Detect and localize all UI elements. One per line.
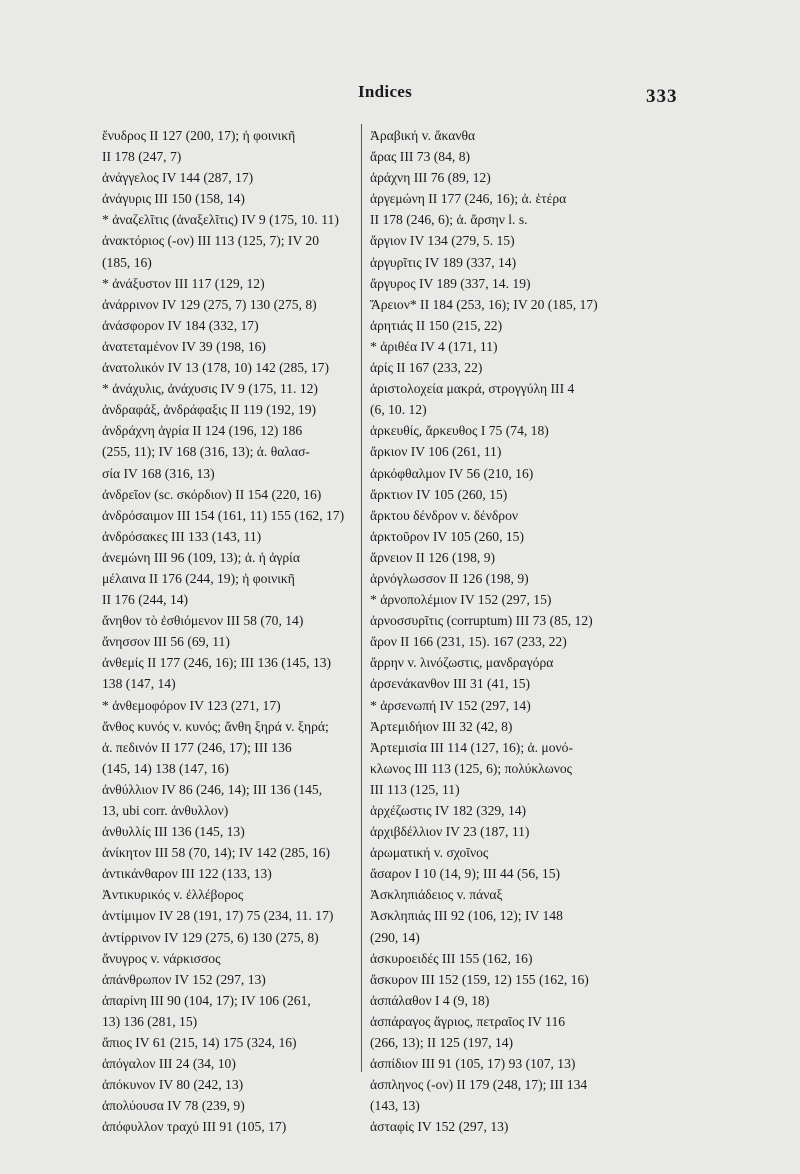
index-entry-line: ἄνθος κυνός v. κυνός; ἄνθη ξηρά v. ξηρά; bbox=[102, 718, 329, 734]
index-entry-line: κλωνος III 113 (125, 6); πολύκλωνος bbox=[370, 760, 573, 776]
index-entry-line: Ἀρτεμισία III 114 (127, 16); ἀ. μονό- bbox=[370, 739, 573, 755]
index-entry-line: Ἀσκληπιάδειος v. πάναξ bbox=[370, 887, 503, 903]
left-index-column bbox=[102, 125, 354, 1138]
index-entry-line: ἀργυρῖτις IV 189 (337, 14) bbox=[370, 254, 517, 270]
index-entry-line: 13) 136 (281, 15) bbox=[102, 1013, 198, 1029]
index-entry-line: ἀρκευθίς, ἄρκευθος I 75 (74, 18) bbox=[370, 423, 549, 439]
index-entry-line: ἄσαρον I 10 (14, 9); III 44 (56, 15) bbox=[370, 866, 561, 882]
index-entry-line: ἄσκυρον III 152 (159, 12) 155 (162, 16) bbox=[370, 971, 589, 987]
index-entry-line: ἀριστολοχεία μακρά, στρογγύλη III 4 bbox=[370, 381, 575, 397]
index-entry-line: * ἀνάξυστον III 117 (129, 12) bbox=[102, 275, 265, 291]
index-entry-line: ἀνάγγελος IV 144 (287, 17) bbox=[102, 170, 254, 186]
index-entry-line: ἀνεμώνη III 96 (109, 13); ἀ. ἡ ἀγρία bbox=[102, 549, 300, 565]
index-entry-line: ἀντίμιμον IV 28 (191, 17) 75 (234, 11. 17) bbox=[102, 908, 334, 924]
index-entry-line: * ἀνάχυλις, ἀνάχυσις IV 9 (175, 11. 12) bbox=[102, 381, 318, 397]
index-entry-line: ἀνδρόσαιμον III 154 (161, 11) 155 (162, 17) bbox=[102, 507, 345, 523]
index-entry-line: ἄρον II 166 (231, 15). 167 (233, 22) bbox=[370, 634, 567, 650]
index-entry-line: ἄρκιον IV 106 (261, 11) bbox=[370, 444, 502, 460]
index-entry-line: ἀρχιβδέλλιον IV 23 (187, 11) bbox=[370, 824, 530, 840]
index-entry-line: (266, 13); II 125 (197, 14) bbox=[370, 1035, 514, 1051]
index-entry-line: Ἀσκληπιάς III 92 (106, 12); IV 148 bbox=[370, 908, 563, 924]
index-entry-line: σία IV 168 (316, 13) bbox=[102, 465, 215, 481]
index-entry-line: ἄπιος IV 61 (215, 14) 175 (324, 16) bbox=[102, 1035, 297, 1051]
index-entry-line: II 176 (244, 14) bbox=[102, 592, 189, 608]
index-entry-line: ἀνδρεῖον (sc. σκόρδιον) II 154 (220, 16) bbox=[102, 486, 322, 502]
index-entry-line: ἀνδράχνη ἀγρία II 124 (196, 12) 186 bbox=[102, 423, 303, 439]
index-entry-line: ἀπόκυνον IV 80 (242, 13) bbox=[102, 1077, 244, 1093]
index-entry-line: Ἀρτεμιδήιον III 32 (42, 8) bbox=[370, 718, 513, 734]
index-entry-line: ἀσκυροειδές III 155 (162, 16) bbox=[370, 950, 533, 966]
index-entry-line: (145, 14) 138 (147, 16) bbox=[102, 760, 229, 776]
index-entry-line: ἄργιον IV 134 (279, 5. 15) bbox=[370, 233, 515, 249]
index-entry-line: ἀρνοσσυρῖτις (corruptum) III 73 (85, 12) bbox=[370, 613, 593, 629]
index-entry-line: ἀσταφίς IV 152 (297, 13) bbox=[370, 1119, 509, 1135]
index-entry-line: ἀρίς II 167 (233, 22) bbox=[370, 360, 483, 376]
page-header-title: Indices bbox=[358, 82, 413, 101]
index-entry-line: 13, ubi corr. ἀνθυλλον) bbox=[102, 803, 229, 818]
index-entry-line: ἀνθυλλίς III 136 (145, 13) bbox=[102, 824, 245, 840]
index-entry-line: (6, 10. 12) bbox=[370, 402, 427, 418]
index-entry-line: μέλαινα II 176 (244, 19); ἡ φοινικῆ bbox=[102, 570, 295, 586]
index-entry-line: ἄρκτιον IV 105 (260, 15) bbox=[370, 486, 508, 502]
column-divider bbox=[361, 124, 362, 1072]
index-entry-line: ἀπόγαλον III 24 (34, 10) bbox=[102, 1056, 236, 1072]
index-entry-line: ἄνυγρος v. νάρκισσος bbox=[102, 950, 221, 966]
index-entry-line: ἀνατεταμένον IV 39 (198, 16) bbox=[102, 338, 266, 354]
index-entry-line: III 113 (125, 11) bbox=[370, 781, 460, 797]
index-entry-line: ἀνάσφορον IV 184 (332, 17) bbox=[102, 317, 259, 333]
index-entry-line: 138 (147, 14) bbox=[102, 676, 176, 692]
index-entry-line: (255, 11); IV 168 (316, 13); ἀ. θαλασ- bbox=[102, 444, 310, 460]
index-entry-line: ἀνθεμίς II 177 (246, 16); III 136 (145, 13) bbox=[102, 655, 332, 671]
index-entry-line: ἀργεμώνη II 177 (246, 16); ἀ. ἑτέρα bbox=[370, 191, 567, 207]
index-entry-line: ἀσπάραγος ἄγριος, πετραῖος IV 116 bbox=[370, 1013, 566, 1029]
index-entry-line: Ἄρειον* II 184 (253, 16); IV 20 (185, 17) bbox=[370, 296, 598, 312]
index-entry-line: * ἀριθέα IV 4 (171, 11) bbox=[370, 338, 498, 354]
index-entry-line: ἀνθύλλιον IV 86 (246, 14); III 136 (145, bbox=[102, 781, 323, 797]
index-entry-line: ἀνδρόσακες III 133 (143, 11) bbox=[102, 528, 262, 544]
index-entry-line: ἀνατολικόν IV 13 (178, 10) 142 (285, 17) bbox=[102, 360, 329, 376]
index-entry-line: ἀνδραφάξ, ἀνδράφαξις II 119 (192, 19) bbox=[102, 402, 317, 418]
index-entry-line: II 178 (246, 6); ἀ. ἄρσην l. s. bbox=[370, 212, 528, 228]
index-entry-line: * ἀναζελῖτις (ἀναξελῖτις) IV 9 (175, 10. 11) bbox=[102, 212, 339, 228]
index-entry-line: ἀρκτοῦρον IV 105 (260, 15) bbox=[370, 528, 524, 544]
index-entry-line: ἄρας III 73 (84, 8) bbox=[370, 149, 471, 165]
index-entry-line: ἄρνειον II 126 (198, 9) bbox=[370, 549, 496, 565]
index-entry-line: ἄργυρος IV 189 (337, 14. 19) bbox=[370, 275, 531, 291]
index-entry-line: ἀρχέζωστις IV 182 (329, 14) bbox=[370, 803, 527, 818]
index-entry-line: ἀνάρρινον IV 129 (275, 7) 130 (275, 8) bbox=[102, 296, 317, 312]
index-entry-line: ἀνίκητον III 58 (70, 14); IV 142 (285, 16) bbox=[102, 845, 330, 861]
index-entry-line: II 178 (247, 7) bbox=[102, 149, 182, 165]
index-entry-line: Ἀραβική v. ἄκανθα bbox=[370, 128, 476, 143]
index-entry-line: ἀράχνη III 76 (89, 12) bbox=[370, 170, 491, 186]
index-entry-line: (290, 14) bbox=[370, 929, 420, 945]
index-entry-line: ἀρσενάκανθον III 31 (41, 15) bbox=[370, 676, 531, 692]
index-entry-line: ἄνηθον τὸ ἐσθιόμενον III 58 (70, 14) bbox=[102, 613, 304, 629]
index-entry-line: ἀρνόγλωσσον II 126 (198, 9) bbox=[370, 570, 529, 586]
index-entry-line: ἀνάγυρις III 150 (158, 14) bbox=[102, 191, 245, 207]
index-entry-line: ἀσπίδιον III 91 (105, 17) 93 (107, 13) bbox=[370, 1056, 576, 1072]
index-entry-line: ἀπόφυλλον τραχύ III 91 (105, 17) bbox=[102, 1119, 287, 1135]
index-entry-line: ἀσπάλαθον I 4 (9, 18) bbox=[370, 992, 490, 1008]
index-entry-line: ἔνυδρος II 127 (200, 17); ἡ φοινικῆ bbox=[102, 128, 296, 143]
index-entry-line: ἄρρην v. λινόζωστις, μανδραγόρα bbox=[370, 655, 554, 671]
index-entry-line: ἀρητιάς II 150 (215, 22) bbox=[370, 317, 503, 333]
index-entry-line: ἄνησσον III 56 (69, 11) bbox=[102, 634, 230, 650]
index-entry-line: ἀπάνθρωπον IV 152 (297, 13) bbox=[102, 971, 266, 987]
index-entry-line: * ἀρνοπολέμιον IV 152 (297, 15) bbox=[370, 592, 552, 608]
index-entry-line: ἀπαρίνη III 90 (104, 17); IV 106 (261, bbox=[102, 992, 311, 1008]
index-entry-line: ἄρκτου δένδρον v. δένδρον bbox=[370, 507, 519, 523]
index-entry-line: ἀ. πεδινόν II 177 (246, 17); III 136 bbox=[102, 739, 292, 755]
index-entry-line: ἀντίρρινον IV 129 (275, 6) 130 (275, 8) bbox=[102, 929, 319, 945]
index-entry-line: * ἀνθεμοφόρον IV 123 (271, 17) bbox=[102, 697, 281, 713]
index-entry-line: ἀρκόφθαλμον IV 56 (210, 16) bbox=[370, 465, 534, 481]
page-number: 333 bbox=[646, 86, 678, 107]
index-entry-line: ἀρωματική v. σχοῖνος bbox=[370, 845, 489, 861]
index-entry-line: ἀσπληνος (-ον) II 179 (248, 17); III 134 bbox=[370, 1077, 588, 1093]
index-entry-line: (143, 13) bbox=[370, 1098, 420, 1114]
index-entry-line: Ἀντικυρικός v. ἐλλέβορος bbox=[102, 887, 244, 903]
index-entry-line: ἀπολύουσα IV 78 (239, 9) bbox=[102, 1098, 245, 1114]
right-index-column bbox=[370, 125, 715, 1138]
index-entry-line: * ἀρσενωπή IV 152 (297, 14) bbox=[370, 697, 531, 713]
index-entry-line: ἀντικάνθαρον III 122 (133, 13) bbox=[102, 866, 272, 882]
index-entry-line: (185, 16) bbox=[102, 254, 152, 270]
index-entry-line: ἀνακτόριος (-ον) III 113 (125, 7); IV 20 bbox=[102, 233, 320, 249]
